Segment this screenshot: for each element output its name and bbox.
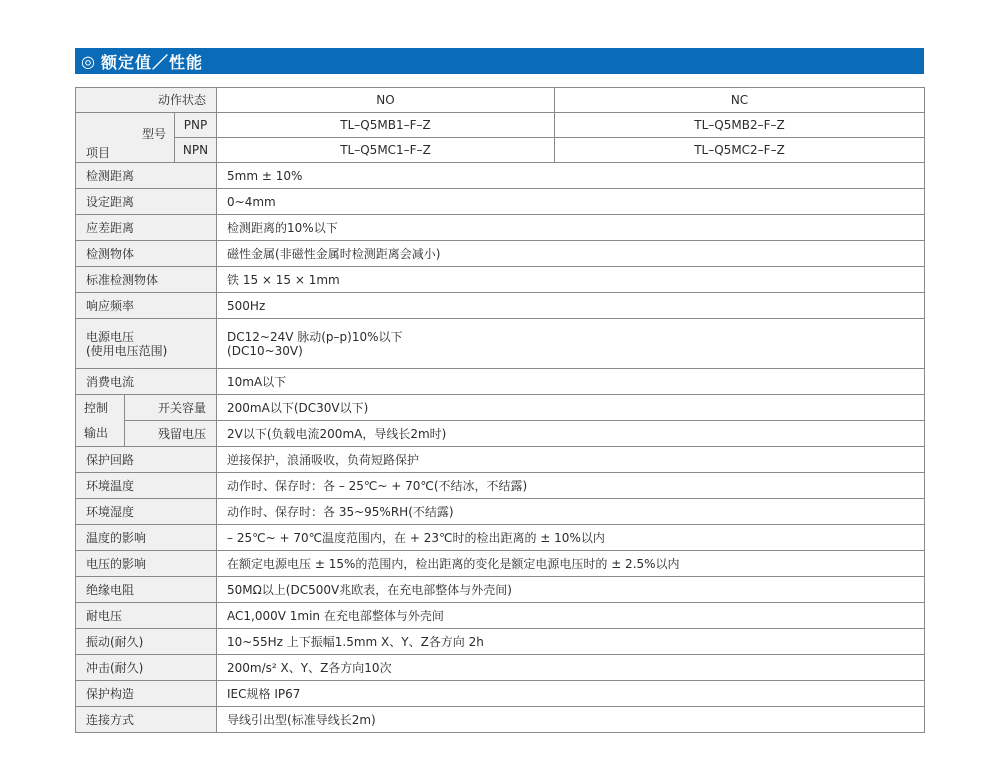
spec-table <box>75 87 925 733</box>
section-header <box>75 48 924 74</box>
header-nc: NC <box>555 88 925 113</box>
table-row <box>76 603 925 629</box>
row-label <box>76 319 217 369</box>
row-label: 振动(耐久) <box>76 629 217 655</box>
table-row <box>76 215 925 241</box>
row-value: IEC规格 IP67 <box>217 681 925 707</box>
table-row <box>76 267 925 293</box>
row-label: 检测物体 <box>76 241 217 267</box>
row-label: 环境湿度 <box>76 499 217 525</box>
row-value: – 25℃~ + 70℃温度范围内，在 + 23℃时的检出距离的 ± 10%以内 <box>217 525 925 551</box>
table-row <box>76 629 925 655</box>
header-pnp: PNP <box>175 113 217 138</box>
control-group-label-top: 控制 <box>76 395 125 421</box>
section-title: 额定值／性能 <box>100 52 203 72</box>
table-row <box>76 655 925 681</box>
header-corner <box>76 113 175 163</box>
row-label: 耐电压 <box>76 603 217 629</box>
table-row <box>76 499 925 525</box>
model-npn-no: TL–Q5MC1–F–Z <box>217 138 555 163</box>
table-row-control-capacity <box>76 395 925 421</box>
row-value: 5mm ± 10% <box>217 163 925 189</box>
row-value: 10mA以下 <box>217 369 925 395</box>
row-value: 铁 15 × 15 × 1mm <box>217 267 925 293</box>
table-row <box>76 551 925 577</box>
header-model: 型号 <box>141 127 166 141</box>
table-row <box>76 681 925 707</box>
row-value <box>217 319 925 369</box>
row-value: 导线引出型(标准导线长2m) <box>217 707 925 733</box>
row-label: 设定距离 <box>76 189 217 215</box>
model-pnp-no: TL–Q5MB1–F–Z <box>217 113 555 138</box>
row-value: 逆接保护，浪涌吸收，负荷短路保护 <box>217 447 925 473</box>
row-label: 绝缘电阻 <box>76 577 217 603</box>
row-value: 动作时、保存时：各 35~95%RH(不结露) <box>217 499 925 525</box>
header-no: NO <box>217 88 555 113</box>
header-row-npn <box>76 138 925 163</box>
row-value: 200mA以下(DC30V以下) <box>217 395 925 421</box>
control-sub-label: 开关容量 <box>125 395 217 421</box>
model-npn-nc: TL–Q5MC2–F–Z <box>555 138 925 163</box>
table-row <box>76 163 925 189</box>
header-item: 项目 <box>86 146 111 160</box>
table-row <box>76 707 925 733</box>
table-row <box>76 473 925 499</box>
row-value: 磁性金属(非磁性金属时检测距离会减小) <box>217 241 925 267</box>
supply-voltage-value: DC12~24V 脉动(p–p)10%以下 <box>227 329 403 344</box>
supply-voltage-range-label: (使用电压范围) <box>86 343 168 358</box>
table-row-control-residual <box>76 421 925 447</box>
control-sub-label: 残留电压 <box>125 421 217 447</box>
row-label: 响应频率 <box>76 293 217 319</box>
supply-voltage-label: 电源电压 <box>86 329 135 344</box>
table-row <box>76 189 925 215</box>
header-npn: NPN <box>175 138 217 163</box>
row-label: 消费电流 <box>76 369 217 395</box>
row-label: 保护构造 <box>76 681 217 707</box>
row-label: 检测距离 <box>76 163 217 189</box>
double-circle-icon: ◎ <box>81 51 95 71</box>
header-action-state: 动作状态 <box>76 88 217 113</box>
table-row <box>76 525 925 551</box>
model-pnp-nc: TL–Q5MB2–F–Z <box>555 113 925 138</box>
row-value: 2V以下(负载电流200mA，导线长2m时) <box>217 421 925 447</box>
header-row-pnp <box>76 113 925 138</box>
row-label: 标准检测物体 <box>76 267 217 293</box>
table-row <box>76 577 925 603</box>
row-label: 温度的影响 <box>76 525 217 551</box>
row-value: 检测距离的10%以下 <box>217 215 925 241</box>
row-label: 应差距离 <box>76 215 217 241</box>
row-value: 在额定电源电压 ± 15%的范围内，检出距离的变化是额定电源电压时的 ± 2.5%以内 <box>217 551 925 577</box>
control-group-label-bottom: 输出 <box>76 421 125 447</box>
row-label: 冲击(耐久) <box>76 655 217 681</box>
row-value: 50MΩ以上(DC500V兆欧表，在充电部整体与外壳间) <box>217 577 925 603</box>
row-label: 保护回路 <box>76 447 217 473</box>
supply-voltage-range-value: (DC10~30V) <box>227 343 303 358</box>
row-label: 环境温度 <box>76 473 217 499</box>
table-row <box>76 293 925 319</box>
table-row <box>76 447 925 473</box>
table-row <box>76 241 925 267</box>
row-value: 500Hz <box>217 293 925 319</box>
header-row-state <box>76 88 925 113</box>
table-row <box>76 369 925 395</box>
table-row-supply-voltage <box>76 319 925 369</box>
row-value: 动作时、保存时：各 – 25℃~ + 70℃(不结冰，不结露) <box>217 473 925 499</box>
row-value: 10~55Hz 上下振幅1.5mm X、Y、Z各方向 2h <box>217 629 925 655</box>
row-value: 0~4mm <box>217 189 925 215</box>
row-label: 电压的影响 <box>76 551 217 577</box>
row-value: 200m/s² X、Y、Z各方向10次 <box>217 655 925 681</box>
row-label: 连接方式 <box>76 707 217 733</box>
row-value: AC1,000V 1min 在充电部整体与外壳间 <box>217 603 925 629</box>
